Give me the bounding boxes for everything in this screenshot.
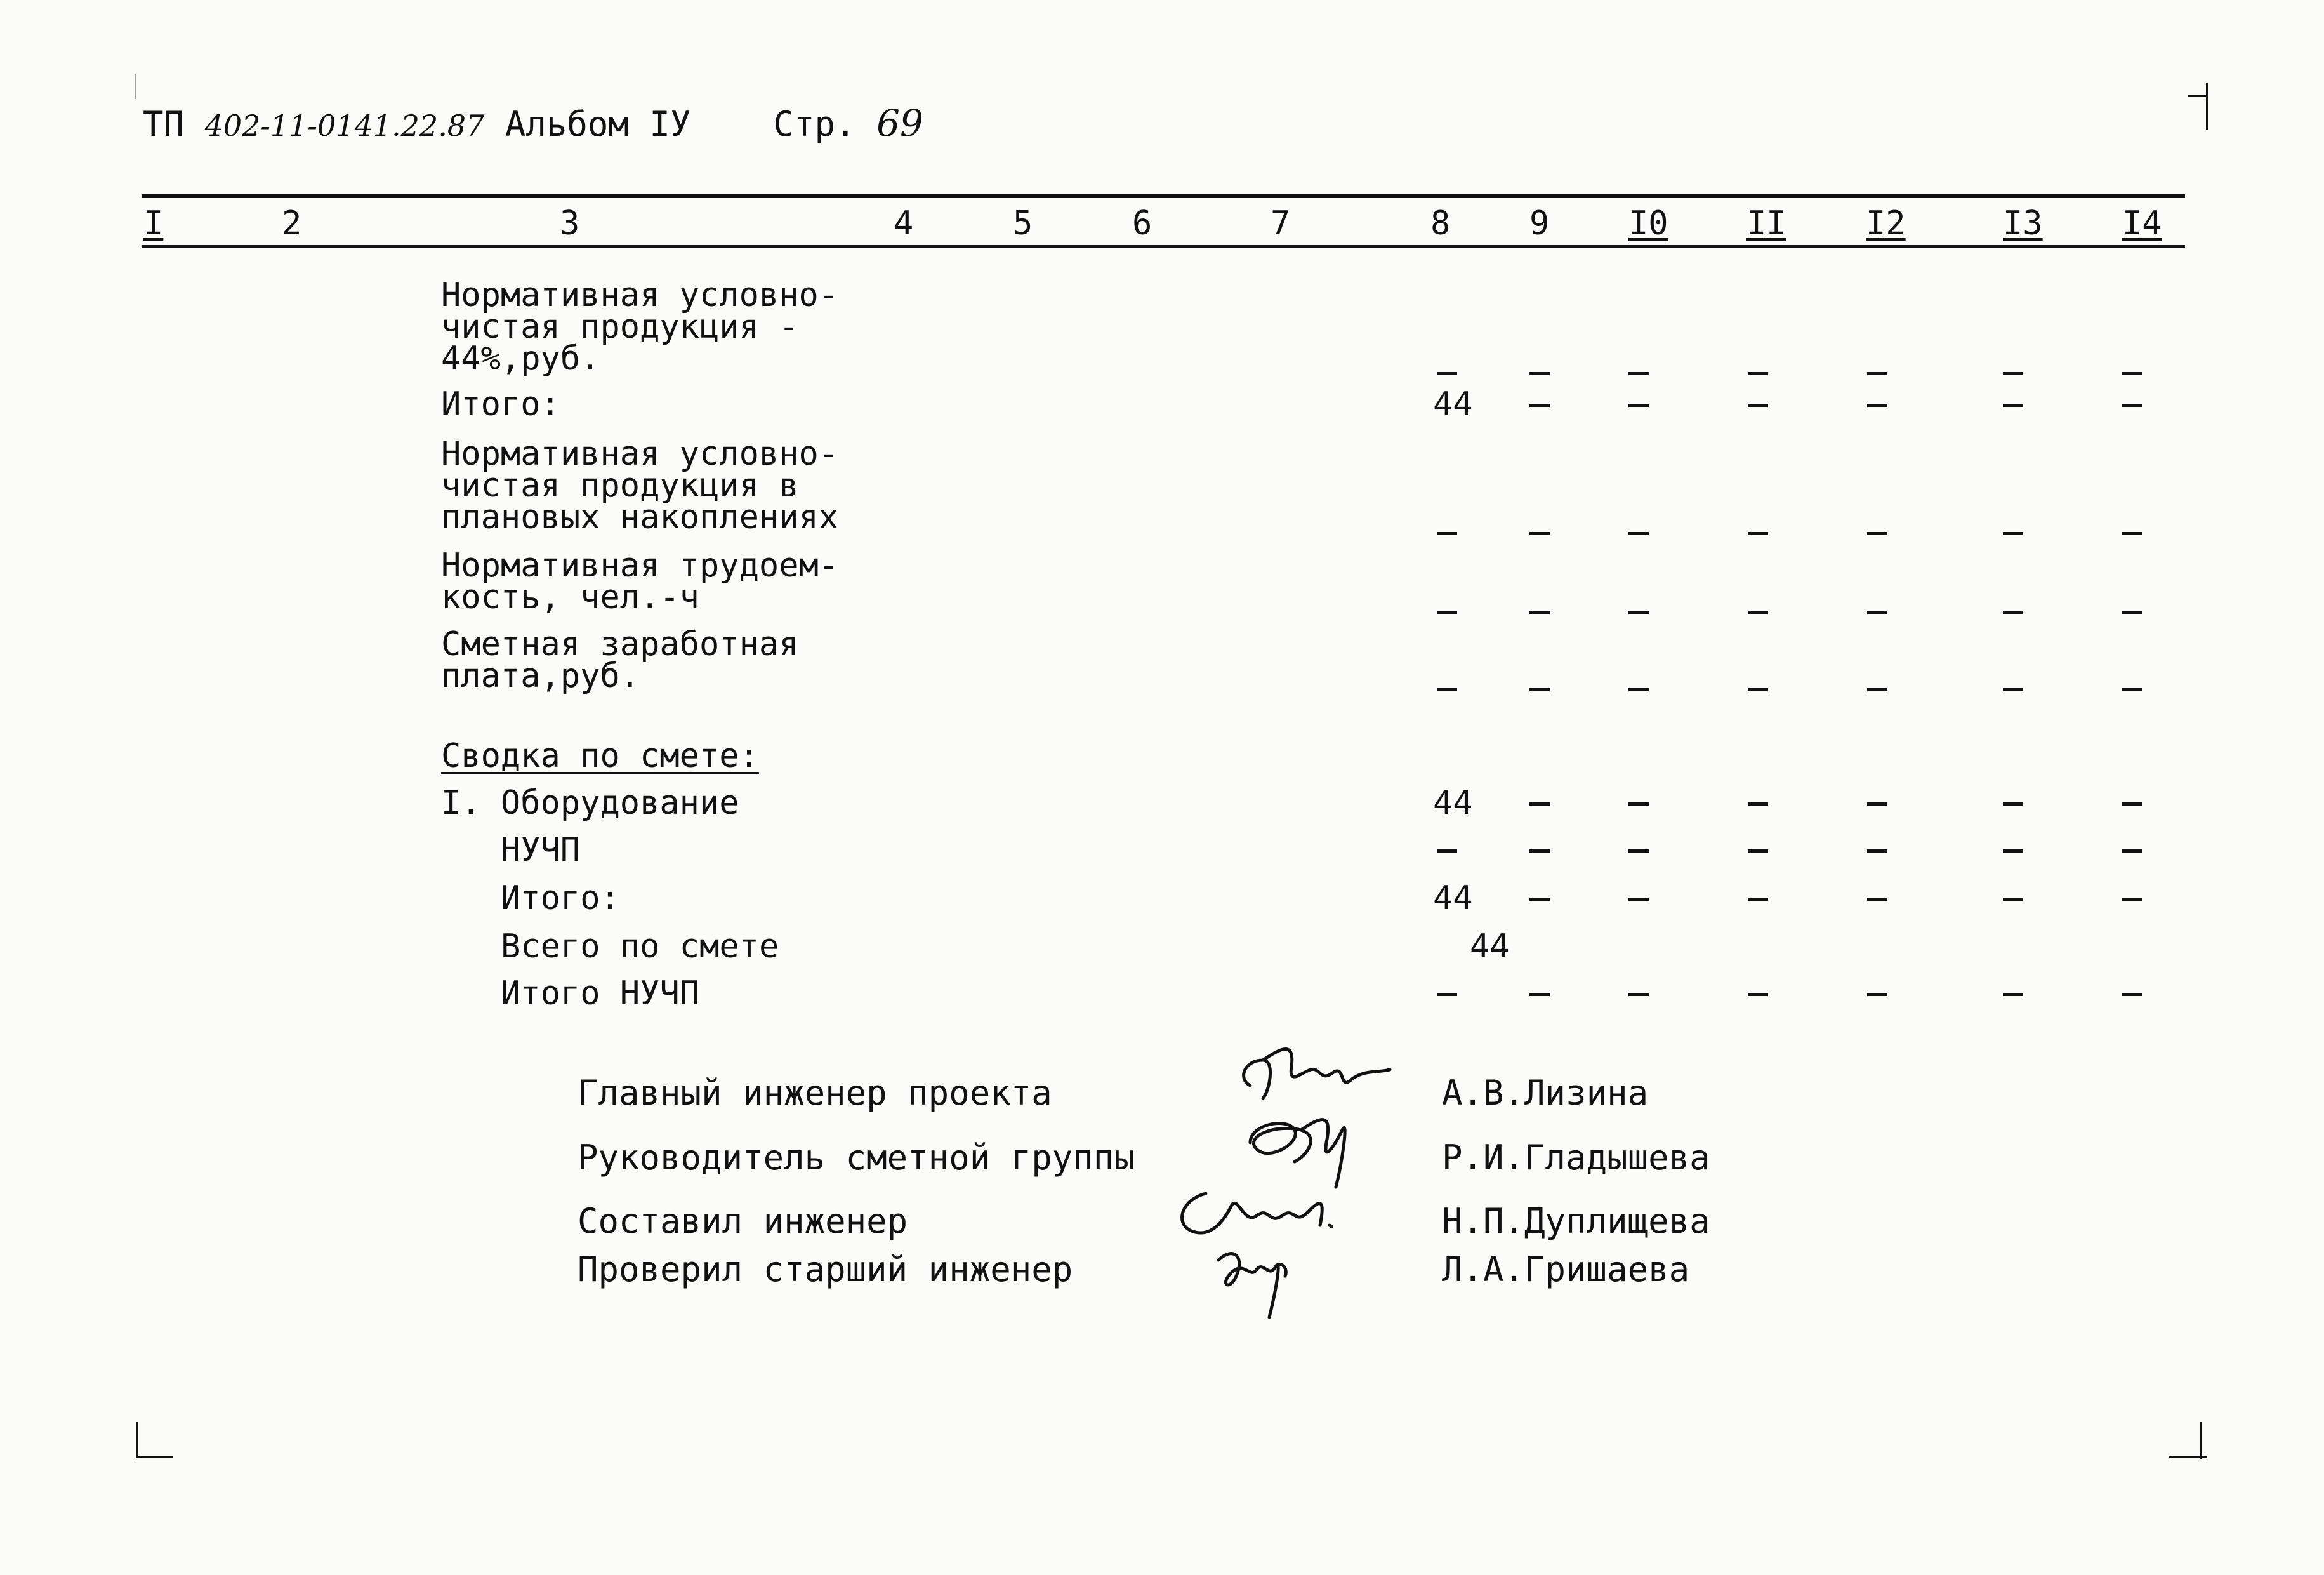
summary-cell-row4-col14 bbox=[2122, 993, 2142, 996]
cell-row1-col8: 44 bbox=[1433, 385, 1473, 423]
col-num-7: 7 bbox=[1271, 204, 1291, 243]
cell-row3-col10 bbox=[1628, 611, 1649, 614]
col-num-14: I4 bbox=[2122, 204, 2162, 243]
sig-name-chief-engineer: А.В.Лизина bbox=[1442, 1073, 1649, 1113]
cell-row1-col13 bbox=[2003, 404, 2023, 407]
cell-row3-col12 bbox=[1867, 611, 1887, 614]
summary-cell-row0-col10 bbox=[1628, 802, 1649, 806]
summary-cell-row2-col10 bbox=[1628, 898, 1649, 901]
sig-name-checked-by: Л.А.Гришаева bbox=[1442, 1249, 1690, 1289]
crop-mark-top-left bbox=[135, 74, 136, 99]
summary-grand-total-value: 44 bbox=[1470, 927, 1510, 966]
col-num-12: I2 bbox=[1866, 204, 1906, 243]
summary-cell-row2-col11 bbox=[1748, 898, 1768, 901]
summary-cell-row4-col13 bbox=[2003, 993, 2023, 996]
summary-cell-row2-col14 bbox=[2122, 898, 2142, 901]
cell-row2-col14 bbox=[2122, 532, 2142, 535]
sig-role-checked-by: Проверил старший инженер bbox=[578, 1249, 1073, 1289]
cell-row0-col11 bbox=[1748, 372, 1768, 375]
summary-title: Сводка по смете: bbox=[441, 737, 759, 775]
cell-row1-col12 bbox=[1867, 404, 1887, 407]
header-number: 402-11-0141.22.87 bbox=[204, 109, 485, 143]
cell-row2-col9 bbox=[1529, 532, 1550, 535]
crop-mark-top-right-h bbox=[2188, 95, 2207, 97]
col-num-8: 8 bbox=[1430, 204, 1451, 243]
cell-row4-col9 bbox=[1529, 688, 1550, 691]
summary-cell-row0-col12 bbox=[1867, 802, 1887, 806]
row-label-normative-product-plan: Нормативная условно- чистая продукция в плановых накоплениях bbox=[441, 435, 839, 536]
crop-mark-bottom-right-h bbox=[2169, 1456, 2207, 1458]
cell-row4-col10 bbox=[1628, 688, 1649, 691]
cell-row4-col8 bbox=[1437, 688, 1457, 691]
summary-cell-row4-col8 bbox=[1437, 993, 1457, 996]
cell-row3-col8 bbox=[1437, 611, 1457, 614]
cell-row0-col10 bbox=[1628, 372, 1649, 375]
header-page-label: Стр. bbox=[773, 104, 856, 144]
sig-role-chief-engineer: Главный инженер проекта bbox=[578, 1073, 1052, 1113]
summary-cell-row2-col9 bbox=[1529, 898, 1550, 901]
cell-row1-col9 bbox=[1529, 404, 1550, 407]
sig-role-estimate-head: Руководитель сметной группы bbox=[578, 1138, 1135, 1178]
summary-cell-row1-col8 bbox=[1437, 849, 1457, 853]
col-num-11: II bbox=[1746, 204, 1786, 243]
summary-cell-row0-col8: 44 bbox=[1433, 784, 1473, 822]
crop-mark-bottom-left-h bbox=[136, 1456, 173, 1458]
summary-cell-row1-col12 bbox=[1867, 849, 1887, 853]
row-label-estimated-wages: Сметная заработная плата,руб. bbox=[441, 625, 799, 695]
col-num-2: 2 bbox=[282, 204, 302, 243]
crop-mark-bottom-left bbox=[136, 1422, 138, 1458]
signature-mark-4 bbox=[1206, 1241, 1333, 1324]
summary-cell-row2-col13 bbox=[2003, 898, 2023, 901]
cell-row3-col14 bbox=[2122, 611, 2142, 614]
table-top-rule bbox=[142, 194, 2185, 198]
crop-mark-top-right bbox=[2206, 83, 2208, 130]
summary-label-total: Итого: bbox=[501, 879, 620, 917]
cell-row2-col12 bbox=[1867, 532, 1887, 535]
summary-cell-row4-col9 bbox=[1529, 993, 1550, 996]
col-num-13: I3 bbox=[2003, 204, 2043, 243]
summary-label-grand-total: Всего по смете bbox=[501, 927, 779, 966]
cell-row4-col13 bbox=[2003, 688, 2023, 691]
cell-row2-col11 bbox=[1748, 532, 1768, 535]
summary-cell-row0-col9 bbox=[1529, 802, 1550, 806]
cell-row1-col11 bbox=[1748, 404, 1768, 407]
summary-label-equipment: I. Оборудование bbox=[441, 784, 739, 822]
summary-cell-row1-col9 bbox=[1529, 849, 1550, 853]
signature-mark-1 bbox=[1225, 1035, 1415, 1111]
summary-label-total-nuchp: Итого НУЧП bbox=[501, 974, 700, 1013]
cell-row2-col13 bbox=[2003, 532, 2023, 535]
sig-name-estimate-head: Р.И.Гладышева bbox=[1442, 1138, 1710, 1178]
summary-cell-row4-col11 bbox=[1748, 993, 1768, 996]
summary-cell-row4-col12 bbox=[1867, 993, 1887, 996]
cell-row4-col14 bbox=[2122, 688, 2142, 691]
summary-cell-row2-col8: 44 bbox=[1433, 879, 1473, 917]
cell-row3-col9 bbox=[1529, 611, 1550, 614]
summary-cell-row0-col13 bbox=[2003, 802, 2023, 806]
crop-mark-bottom-right bbox=[2200, 1422, 2202, 1459]
summary-cell-row1-col11 bbox=[1748, 849, 1768, 853]
header-album: Альбом IУ bbox=[505, 104, 691, 144]
summary-cell-row4-col10 bbox=[1628, 993, 1649, 996]
row-label-normative-product-44: Нормативная условно- чистая продукция - 44%,руб. bbox=[441, 276, 839, 378]
signature-mark-2 bbox=[1231, 1105, 1371, 1193]
cell-row3-col11 bbox=[1748, 611, 1768, 614]
col-num-10: I0 bbox=[1628, 204, 1668, 243]
cell-row0-col8 bbox=[1437, 372, 1457, 375]
header-tp: ТП bbox=[143, 104, 185, 144]
cell-row2-col10 bbox=[1628, 532, 1649, 535]
row-label-labor-intensity: Нормативная трудоем- кость, чел.-ч bbox=[441, 547, 839, 616]
cell-row1-col10 bbox=[1628, 404, 1649, 407]
summary-cell-row1-col14 bbox=[2122, 849, 2142, 853]
col-num-3: 3 bbox=[560, 204, 580, 243]
cell-row0-col12 bbox=[1867, 372, 1887, 375]
sig-role-compiled-by: Составил инженер bbox=[578, 1201, 908, 1241]
cell-row4-col11 bbox=[1748, 688, 1768, 691]
cell-row0-col9 bbox=[1529, 372, 1550, 375]
col-num-1: I bbox=[143, 204, 164, 243]
summary-cell-row1-col13 bbox=[2003, 849, 2023, 853]
col-num-9: 9 bbox=[1529, 204, 1550, 243]
summary-cell-row0-col14 bbox=[2122, 802, 2142, 806]
table-header-rule bbox=[142, 245, 2185, 248]
sig-name-compiled-by: Н.П.Дуплищева bbox=[1442, 1201, 1710, 1241]
cell-row4-col12 bbox=[1867, 688, 1887, 691]
summary-cell-row2-col12 bbox=[1867, 898, 1887, 901]
col-num-4: 4 bbox=[894, 204, 914, 243]
summary-cell-row1-col10 bbox=[1628, 849, 1649, 853]
col-num-5: 5 bbox=[1013, 204, 1033, 243]
cell-row0-col14 bbox=[2122, 372, 2142, 375]
signature-mark-3 bbox=[1168, 1181, 1358, 1244]
summary-label-nuchp: НУЧП bbox=[501, 831, 581, 869]
header-page-number: 69 bbox=[876, 102, 923, 145]
summary-cell-row0-col11 bbox=[1748, 802, 1768, 806]
cell-row1-col14 bbox=[2122, 404, 2142, 407]
cell-row0-col13 bbox=[2003, 372, 2023, 375]
cell-row3-col13 bbox=[2003, 611, 2023, 614]
col-num-6: 6 bbox=[1132, 204, 1152, 243]
cell-row2-col8 bbox=[1437, 532, 1457, 535]
row-label-total: Итого: bbox=[441, 385, 560, 423]
document-header bbox=[143, 102, 923, 145]
